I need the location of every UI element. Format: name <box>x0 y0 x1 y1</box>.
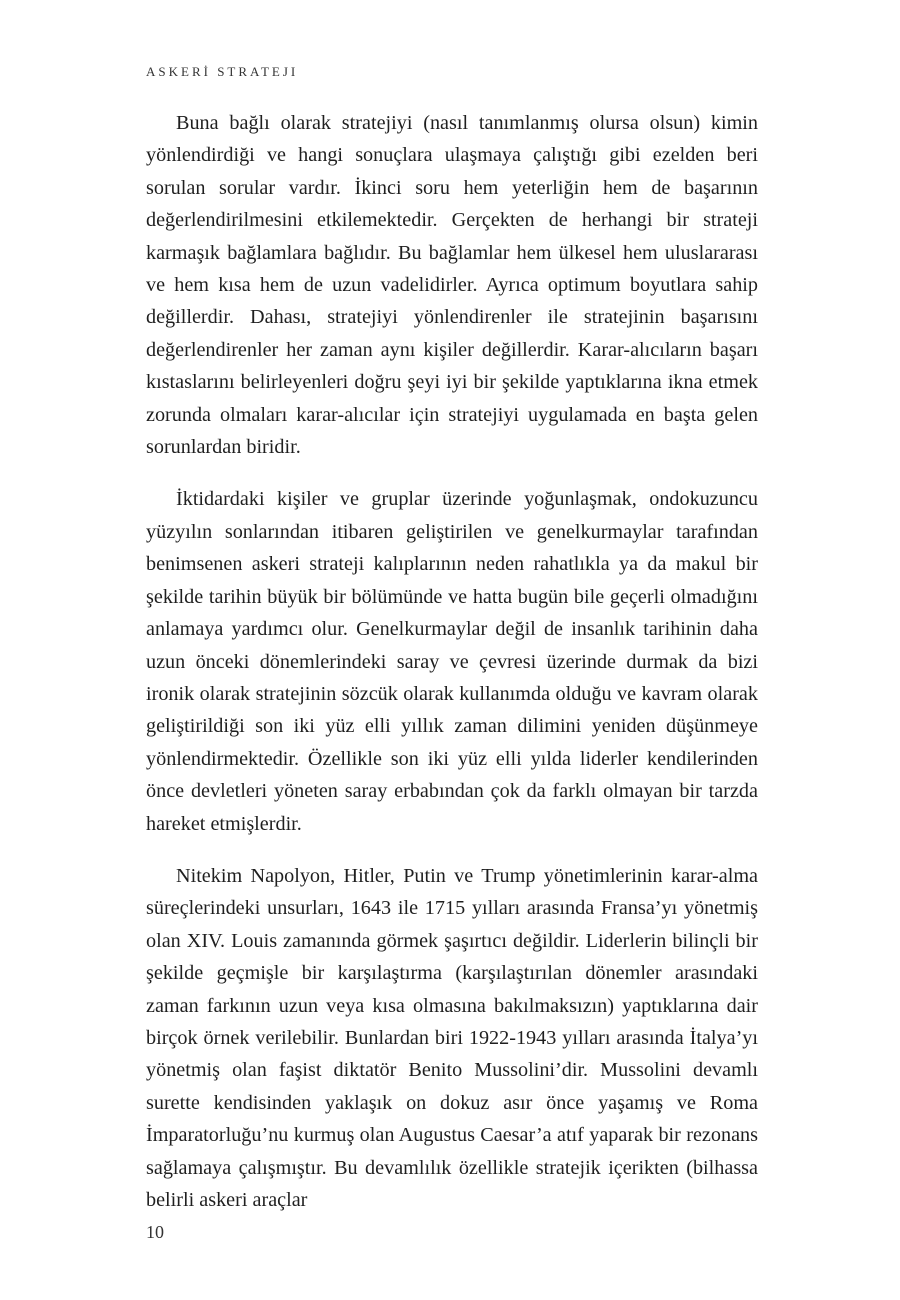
body-text <box>146 107 758 1236</box>
paragraph: Buna bağlı olarak stratejiyi (nasıl tanımlanmış olursa olsun) kimin yönlendirdiği ve hangi sonuçlara ulaşmaya çalıştığı gibi ezelden beri sorulan sorular vardır. İkinci soru hem yeterliğin hem de başarının değerlendirilmesini etkilemektedir. Gerçekten de herhangi bir strateji karmaşık bağlamlara bağlıdır. Bu bağlamlar hem ülkesel hem uluslararası ve hem kısa hem de uzun vadelidirler. Ayrıca optimum boyutlara sahip değillerdir. Dahası, stratejiyi yönlendirenler ile stratejinin başarısını değerlendirenler her zaman aynı kişiler değillerdir. Karar-alıcıların başarı kıstaslarını belirleyenleri doğru şeyi iyi bir şekilde yaptıklarına ikna etmek zorunda olmaları karar-alıcılar için stratejiyi uygulamada en başta gelen sorunlardan biridir. <box>146 112 758 459</box>
running-head: ASKERİ STRATEJI <box>146 64 299 79</box>
page-number: 10 <box>146 1222 164 1242</box>
paragraph: İktidardaki kişiler ve gruplar üzerinde yoğunlaşmak, ondokuzuncu yüzyılın sonlarından itibaren geliştirilen ve genelkurmaylar tarafından benimsenen askeri strateji kalıplarının neden rahatlıkla ya da makul bir şekilde tarihin büyük bir bölümünde ve hatta bugün bile geçerli olmadığını anlamaya yardımcı olur. Genelkurmaylar değil de insanlık tarihinin daha uzun önceki dönemlerindeki saray ve çevresi üzerinde durmak da bizi ironik olarak stratejinin sözcük olarak kullanımda olduğu ve kavram olarak geliştirildiği son iki yüz elli yıllık zaman dilimini yeniden düşünmeye yönlendirmektedir. Özellikle son iki yüz elli yılda liderler kendilerinden önce devletleri yöneten saray erbabından çok da farklı olmayan bir tarzda hareket etmişlerdir. <box>146 488 758 835</box>
paragraph: Nitekim Napolyon, Hitler, Putin ve Trump yönetimlerinin karar-alma süreçlerindeki unsurları, 1643 ile 1715 yılları arasında Fransa’yı yönetmiş olan XIV. Louis zamanında görmek şaşırtıcı değildir. Liderlerin bilinçli bir şekilde geçmişle bir karşılaştırma (karşılaştırılan dönemler arasındaki zaman farkının uzun veya kısa olmasına bakılmaksızın) yaptıklarına dair birçok örnek verilebilir. Bunlardan biri 1922-1943 yılları arasında İtalya’yı yönetmiş olan faşist diktatör Benito Mussolini’dir. Mussolini devamlı surette kendisinden yaklaşık on dokuz asır önce yaşamış ve Roma İmparatorluğu’nu kurmuş olan Augustus Caesar’a atıf yaparak bir rezonans sağlamaya çalışmıştır. Bu devamlılık özellikle stratejik içerikten (bilhassa belirli askeri araçlar <box>146 864 758 1211</box>
